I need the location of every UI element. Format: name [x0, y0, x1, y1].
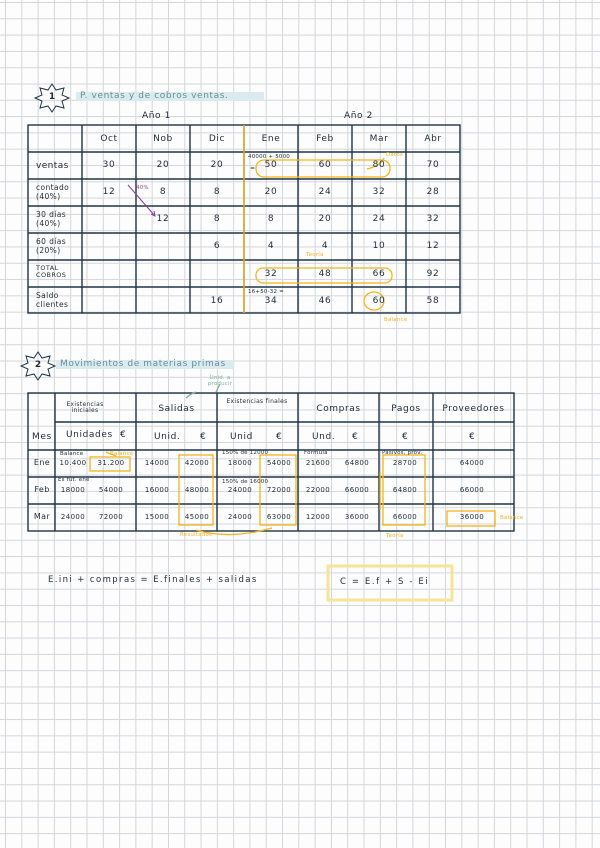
table-cell: 64800: [392, 486, 418, 494]
row-label-total-cobros: TOTAL COBROS: [36, 264, 67, 280]
unid-producir-note: Unid. a producir: [207, 375, 233, 387]
table-cell: 63000: [266, 513, 292, 521]
table-cell: 18000: [227, 459, 253, 467]
row-label-contado: contado (40%): [36, 183, 70, 201]
month-header: Oct: [100, 134, 118, 144]
table-cell: 22000: [305, 486, 331, 494]
table-cell: 20: [156, 160, 170, 170]
table-cell: 54000: [98, 486, 124, 494]
month-header: Mar: [369, 134, 389, 144]
table-cell: 70: [426, 160, 440, 170]
table-cell: 20: [210, 160, 224, 170]
row-month: Ene: [33, 458, 51, 467]
table-cell: 32: [426, 214, 440, 224]
subheader-unidades: Unidades: [66, 430, 113, 440]
ef-note2: 150% de 16000: [222, 479, 269, 485]
header-salidas: Salidas: [158, 404, 195, 414]
month-header: Abr: [424, 134, 442, 144]
resultados-note: Resultados: [180, 532, 213, 538]
table-cell: 66: [372, 269, 386, 279]
datos-note: Datos: [386, 152, 403, 158]
table-cell: 60: [372, 296, 386, 306]
table-cell: 24: [318, 187, 332, 197]
table-cell: 32: [264, 269, 278, 279]
header-existencias-iniciales: Existencias iniciales: [66, 401, 104, 414]
teoria-note: Teoría: [386, 533, 404, 539]
table-cell: 20: [318, 214, 332, 224]
table-cell: 36000: [459, 513, 485, 521]
table-cell: 72000: [266, 486, 292, 494]
table-cell: 64800: [344, 459, 370, 467]
subheader-und: Und.: [312, 432, 336, 442]
ef-note1: 150% de 12000: [222, 450, 269, 456]
subheader-mes: Mes: [32, 432, 52, 442]
header-existencias-finales: Existencias finales: [226, 398, 288, 405]
subheader-euro: €: [352, 432, 359, 442]
table-cell: 24000: [60, 513, 86, 521]
section1-badge: 1: [48, 92, 56, 102]
ene-calc-note: 40000 + 5000: [248, 154, 290, 160]
row-label-30dias: 30 días (40%): [36, 210, 67, 228]
balance-right-note: Balance: [500, 515, 524, 521]
saldo-calc-note: 16+50-32 =: [248, 289, 284, 295]
table-cell: 54000: [266, 459, 292, 467]
table-cell: 15000: [144, 513, 170, 521]
subheader-euro: €: [120, 430, 127, 440]
table-cell: 60: [318, 160, 332, 170]
year1-label: Año 1: [142, 111, 171, 121]
table-cell: 8: [159, 187, 167, 197]
table-cell: 66000: [392, 513, 418, 521]
table-cell: 50: [264, 160, 278, 170]
table-cell: 58: [426, 296, 440, 306]
table-cell: 48000: [184, 486, 210, 494]
table-cell: 12: [102, 187, 116, 197]
table-cell: 32: [372, 187, 386, 197]
subheader-euro: €: [402, 432, 409, 442]
table-cell: 28: [426, 187, 440, 197]
year2-label: Año 2: [344, 111, 373, 121]
table-cell: 31.200: [97, 459, 125, 467]
table-cell: 24000: [227, 513, 253, 521]
table-cell: 16000: [144, 486, 170, 494]
table-cell: 10.400: [59, 459, 87, 467]
row-label-ventas: ventas: [36, 161, 69, 171]
table-cell: 8: [213, 187, 221, 197]
teoria-note: Teoría: [306, 252, 324, 258]
pasivo-note: Pasivos, prov.: [382, 450, 423, 456]
table-cell: 45000: [184, 513, 210, 521]
table-cell: 18000: [60, 486, 86, 494]
table-cell: 66000: [459, 486, 485, 494]
subheader-unid: Unid.: [154, 432, 181, 442]
table-cell: 30: [102, 160, 116, 170]
table-cell: 12: [156, 214, 170, 224]
table-cell: 4: [267, 241, 275, 251]
table-cell: 24000: [227, 486, 253, 494]
table-cell: 4: [321, 241, 329, 251]
table-cell: 36000: [344, 513, 370, 521]
month-header: Ene: [261, 134, 281, 144]
table-cell: 8: [213, 214, 221, 224]
month-header: Dic: [208, 134, 226, 144]
table-cell: 80: [372, 160, 386, 170]
section2-badge: 2: [34, 360, 42, 370]
month-header: Nob: [153, 134, 173, 144]
table-cell: 8: [267, 214, 275, 224]
table-cell: 21600: [305, 459, 331, 467]
subheader-euro: €: [276, 432, 283, 442]
subheader-euro: €: [469, 432, 476, 442]
table-cell: 92: [426, 269, 440, 279]
header-compras: Compras: [316, 404, 361, 414]
table-cell: 12000: [305, 513, 331, 521]
subheader-unid: Unid: [230, 432, 253, 442]
table-cell: 72000: [98, 513, 124, 521]
table-cell: 28700: [392, 459, 418, 467]
row-month: Mar: [33, 512, 51, 521]
table-cell: 20: [264, 187, 278, 197]
table-cell: 46: [318, 296, 332, 306]
header-pagos: Pagos: [391, 404, 421, 414]
table-cell: 12: [426, 241, 440, 251]
header-proveedores: Proveedores: [442, 404, 505, 414]
table-cell: 10: [372, 241, 386, 251]
table-cell: 42000: [184, 459, 210, 467]
percent-note: 40%: [136, 185, 149, 191]
table-cell: 48: [318, 269, 332, 279]
month-header: Feb: [316, 134, 334, 144]
formula-text: E.ini + compras = E.finales + salidas: [48, 575, 258, 585]
table-cell: 14000: [144, 459, 170, 467]
ef-ant-note: Es fut. ene: [58, 477, 90, 483]
section2-title: Movimientos de materias primas: [60, 359, 226, 369]
formula-boxed: C = E.f + S - Ei: [340, 577, 430, 587]
formula-note: Fórmula: [304, 450, 328, 456]
balance-arrow-note: Balance: [110, 451, 134, 457]
row-label-60dias: 60 días (20%): [36, 237, 67, 255]
balance-note: Balance: [384, 317, 408, 323]
table-cell: 24: [372, 214, 386, 224]
ene-equals: =: [250, 165, 256, 172]
table-cell: 64000: [459, 459, 485, 467]
table-cell: 34: [264, 296, 278, 306]
subheader-euro: €: [200, 432, 207, 442]
table-cell: 66000: [344, 486, 370, 494]
balance-top-note: Balance: [60, 451, 84, 457]
table-cell: 16: [210, 296, 224, 306]
row-month: Feb: [34, 485, 50, 494]
row-label-saldo: Saldo clientes: [36, 291, 69, 309]
table-cell: 6: [213, 241, 221, 251]
section1-title: P. ventas y de cobros ventas.: [80, 91, 229, 101]
